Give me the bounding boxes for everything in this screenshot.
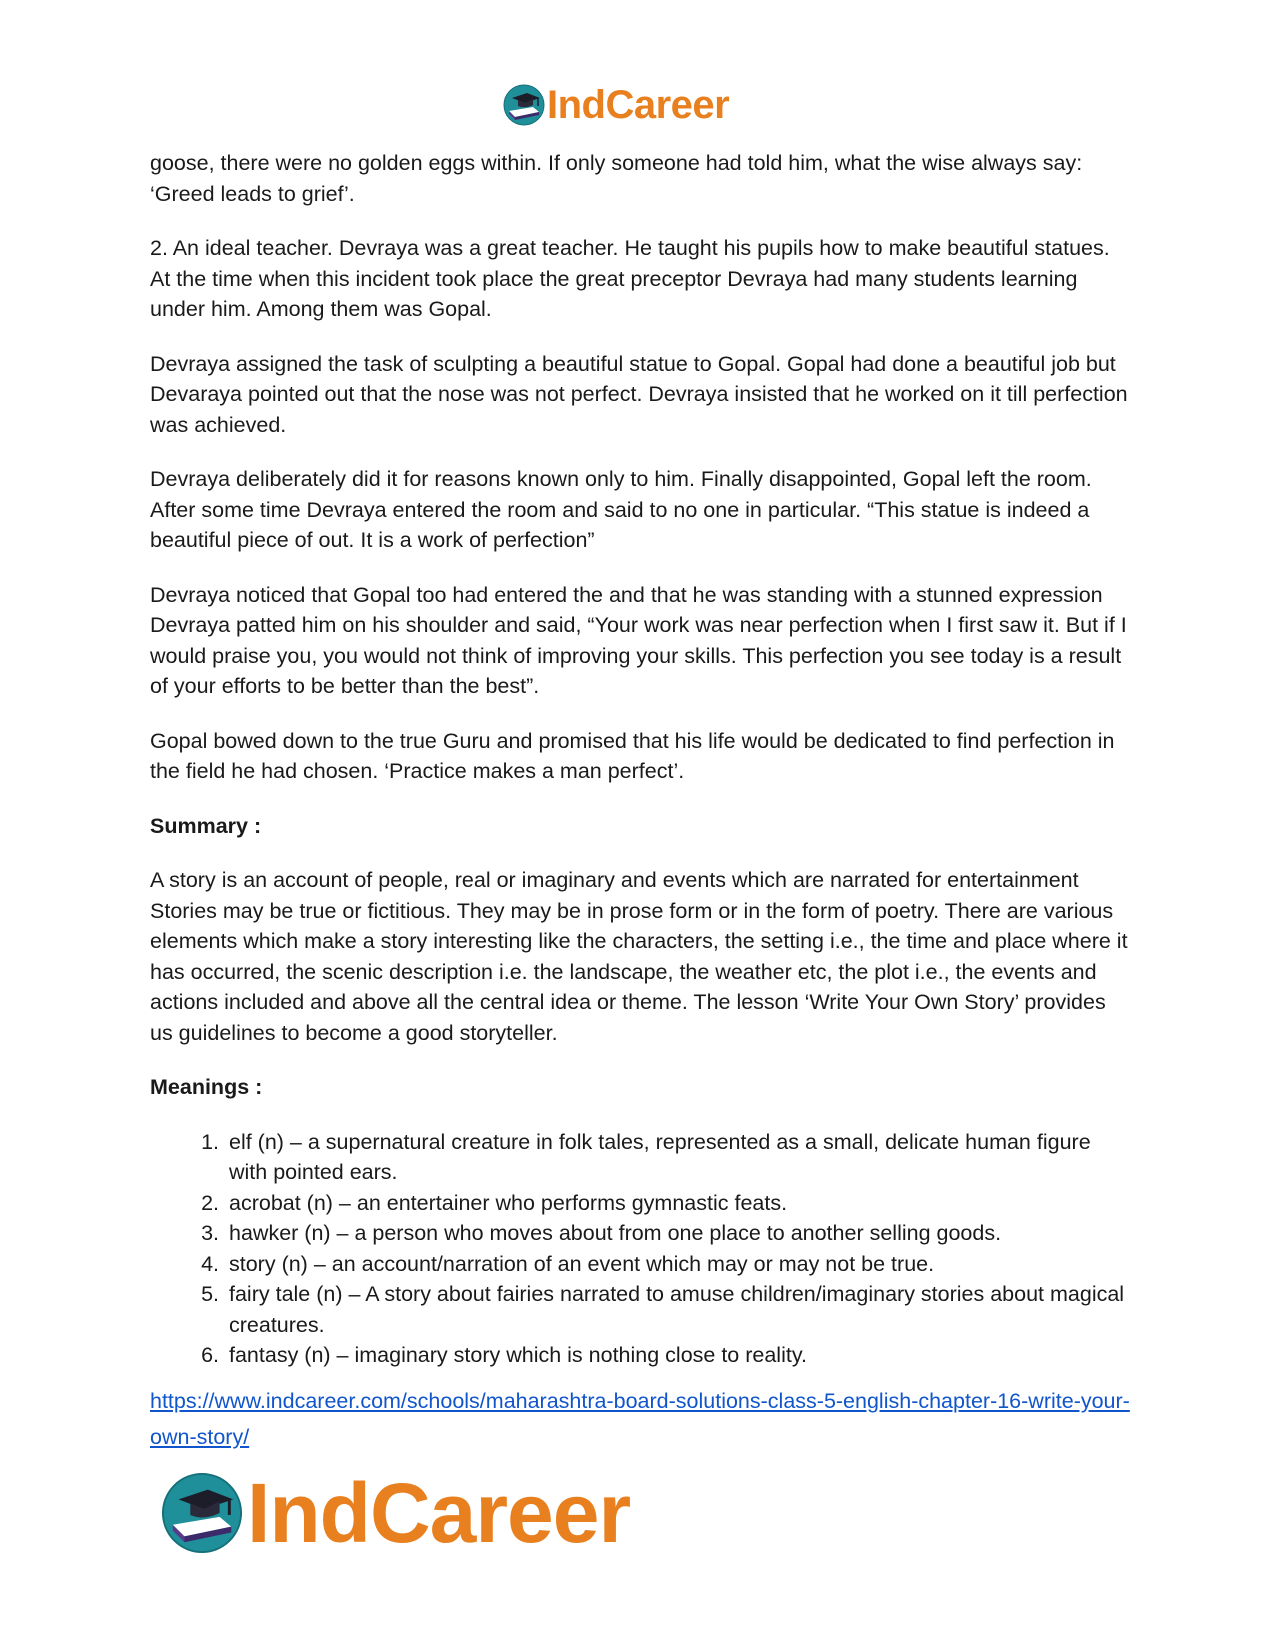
- list-item: 6. fantasy (n) – imaginary story which is nothing close to reality.: [225, 1340, 1130, 1371]
- paragraph: 2. An ideal teacher. Devraya was a great teacher. He taught his pupils how to make beautiful statues. At the time when this incident took place the great preceptor Devraya had many students learning under him. Among them was Gopal.: [150, 236, 1110, 321]
- paragraph: Gopal bowed down to the true Guru and promised that his life would be dedicated to find perfection in the field he had chosen. ‘Practice makes a man perfect’.: [150, 728, 1115, 783]
- paragraph: Devraya noticed that Gopal too had entered the and that he was standing with a stunned expression Devraya patted him on his shoulder and said, “Your work was near perfection when I first saw it. But if I would praise you, you would not think of improving your skills. This perfection you see today is a result of your efforts to be better than the best”.: [150, 582, 1127, 698]
- document-body: [150, 148, 1130, 1455]
- footer-logo-text: IndCareer: [247, 1465, 631, 1560]
- summary-paragraph: A story is an account of people, real or imaginary and events which are narrated for entertainment Stories may be true or fictitious. They may be in prose form or in the form of poetry. There are various elements which make a story interesting like the characters, the setting i.e., the time and place where it has occurred, the scenic description i.e. the landscape, the weather etc, the plot i.e., the events and actions included and above all the central idea or theme. The lesson ‘Write Your Own Story’ provides us guidelines to become a good storyteller.: [150, 868, 1128, 1045]
- footer-logo: [161, 1465, 631, 1560]
- paragraph: Devraya assigned the task of sculpting a beautiful statue to Gopal. Gopal had done a beautiful job but Devaraya pointed out that the nose was not perfect. Devraya insisted that he worked on it till perfection was achieved.: [150, 351, 1128, 437]
- meanings-heading: Meanings :: [150, 1075, 263, 1099]
- list-item: 5. fairy tale (n) – A story about fairies narrated to amuse children/imaginary stories about magical creatures.: [225, 1279, 1130, 1340]
- summary-heading: Summary :: [150, 813, 262, 838]
- header-logo: [503, 80, 729, 130]
- list-item: 2. acrobat (n) – an entertainer who performs gymnastic feats.: [225, 1188, 1130, 1219]
- meanings-list: [150, 1127, 1130, 1371]
- source-link[interactable]: https://www.indcareer.com/schools/maharashtra-board-solutions-class-5-english-chapter-16-write-your-own-story/: [150, 1388, 1130, 1449]
- graduation-cap-book-icon: [161, 1472, 243, 1554]
- list-item: 3. hawker (n) – a person who moves about from one place to another selling goods.: [225, 1218, 1130, 1249]
- graduation-cap-book-icon: [503, 84, 545, 126]
- paragraph: goose, there were no golden eggs within. If only someone had told him, what the wise always say: ‘Greed leads to grief’.: [150, 151, 1083, 206]
- header-logo-text: IndCareer: [547, 82, 730, 127]
- paragraph: Devraya deliberately did it for reasons known only to him. Finally disappointed, Gopal left the room. After some time Devraya entered the room and said to no one in particular. “This statue is indeed a beautiful piece of out. It is a work of perfection”: [150, 467, 1092, 552]
- list-item: 4. story (n) – an account/narration of an event which may or may not be true.: [225, 1249, 1130, 1280]
- list-item: 1. elf (n) – a supernatural creature in folk tales, represented as a small, delicate human figure with pointed ears.: [225, 1127, 1130, 1188]
